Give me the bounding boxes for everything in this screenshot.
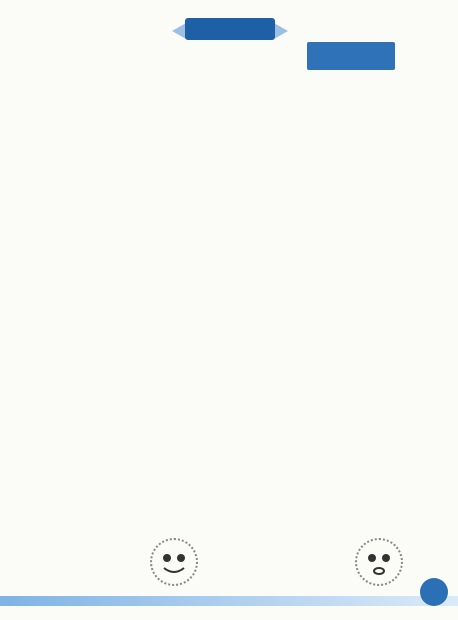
page-bottom-stripe: [0, 596, 458, 606]
quest-banner: [185, 18, 275, 40]
task-badge: [307, 42, 395, 70]
smiley-face-icon-left[interactable]: [150, 538, 198, 586]
banner-right-wing: [274, 23, 288, 39]
page-number: [420, 578, 448, 606]
worried-face-icon-right[interactable]: [355, 538, 403, 586]
banner-left-wing: [172, 23, 186, 39]
